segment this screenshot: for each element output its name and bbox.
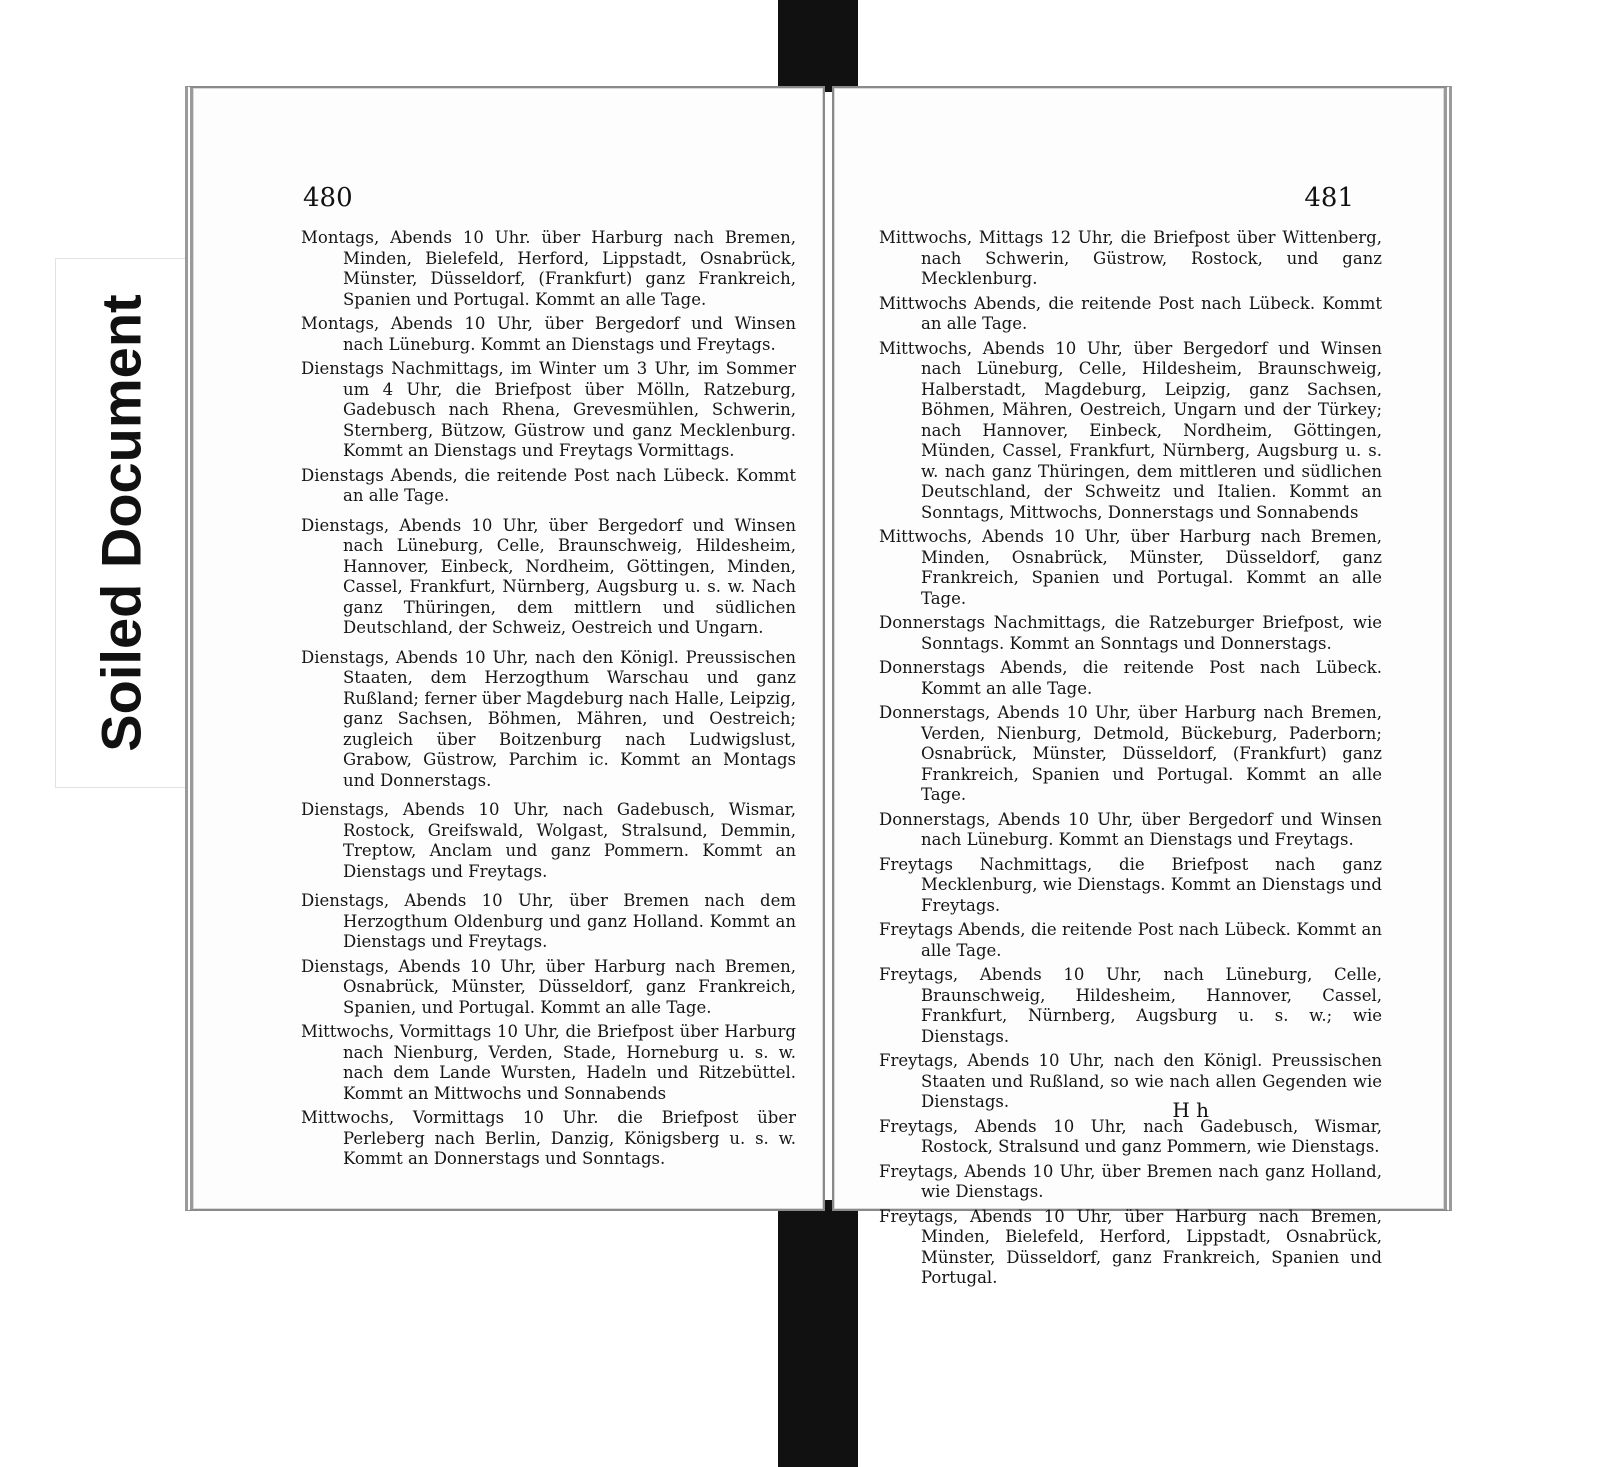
schedule-entry: Donnerstags, Abends 10 Uhr, über Bergedorf und Winsen nach Lüneburg. Kommt an Dienstags und Freytags. bbox=[879, 809, 1382, 849]
schedule-entry: Mittwochs, Mittags 12 Uhr, die Briefpost über Wittenberg, nach Schwerin, Güstrow, Rostock, und ganz Mecklenburg. bbox=[879, 228, 1382, 288]
schedule-entry: Mittwochs, Vormittags 10 Uhr, die Briefpost über Harburg nach Nienburg, Verden, Stade, Horneburg u. s. w. nach dem Lande Wursten, Hadeln und Ritzebüttel. Kommt an Mittwochs und Sonnabends bbox=[301, 1022, 796, 1103]
schedule-entry: Dienstags, Abends 10 Uhr, über Bremen nach dem Herzogthum Oldenburg und ganz Holland. Kommt an Dienstags und Freytags. bbox=[301, 891, 796, 951]
schedule-entry: Donnerstags, Abends 10 Uhr, über Harburg nach Bremen, Verden, Nienburg, Detmold, Bückeburg, Paderborn; Osnabrück, Münster, Düsseldorf, (Frankfurt) ganz Frankreich, Spanien und Portugal. Kommt an alle Tage. bbox=[879, 703, 1382, 804]
right-page-number: 481 bbox=[1304, 183, 1354, 213]
left-page-entries bbox=[301, 228, 796, 1174]
signature-mark: H h bbox=[1172, 1098, 1209, 1122]
schedule-entry: Freytags Abends, die reitende Post nach Lübeck. Kommt an alle Tage. bbox=[879, 920, 1382, 960]
soiled-document-label bbox=[55, 258, 187, 788]
schedule-entry: Freytags, Abends 10 Uhr, nach Lüneburg, Celle, Braunschweig, Hildesheim, Hannover, Cassel, Frankfurt, Nürnberg, Augsburg u. s. w.; wie Dienstags. bbox=[879, 965, 1382, 1046]
schedule-entry: Dienstags Abends, die reitende Post nach Lübeck. Kommt an alle Tage. bbox=[301, 465, 796, 505]
schedule-entry: Donnerstags Nachmittags, die Ratzeburger Briefpost, wie Sonntags. Kommt an Sonntags und Donnerstags. bbox=[879, 613, 1382, 653]
schedule-entry: Montags, Abends 10 Uhr, über Bergedorf und Winsen nach Lüneburg. Kommt an Dienstags und Freytags. bbox=[301, 314, 796, 354]
schedule-entry: Dienstags, Abends 10 Uhr, über Harburg nach Bremen, Osnabrück, Münster, Düsseldorf, ganz Frankreich, Spanien, und Portugal. Kommt an alle Tage. bbox=[301, 956, 796, 1017]
schedule-entry: Mittwochs Abends, die reitende Post nach Lübeck. Kommt an alle Tage. bbox=[879, 293, 1382, 333]
schedule-entry: Freytags Nachmittags, die Briefpost nach ganz Mecklenburg, wie Dienstags. Kommt an Dienstags und Freytags. bbox=[879, 854, 1382, 915]
schedule-entry: Freytags, Abends 10 Uhr, über Bremen nach ganz Holland, wie Dienstags. bbox=[879, 1161, 1382, 1201]
left-page bbox=[185, 86, 825, 1211]
schedule-entry: Dienstags, Abends 10 Uhr, nach Gadebusch, Wismar, Rostock, Greifswald, Wolgast, Stralsund, Demmin, Treptow, Anclam und ganz Pommern. Kommt an Dienstags und Freytags. bbox=[301, 800, 796, 881]
soiled-document-label-text: Soiled Document bbox=[89, 294, 153, 752]
schedule-entry: Dienstags Nachmittags, im Winter um 3 Uhr, im Sommer um 4 Uhr, die Briefpost über Mölln, Ratzeburg, Gadebusch nach Rhena, Grevesmühlen, Schwerin, Sternberg, Bützow, Güstrow und ganz Mecklenburg. Kommt an Dienstags und Freytags Vormittags. bbox=[301, 359, 796, 460]
left-page-number: 480 bbox=[303, 183, 353, 213]
schedule-entry: Freytags, Abends 10 Uhr, über Harburg nach Bremen, Minden, Bielefeld, Herford, Lippstadt, Osnabrück, Münster, Düsseldorf, ganz Frankreich, Spanien und Portugal. bbox=[879, 1206, 1382, 1287]
schedule-entry: Dienstags, Abends 10 Uhr, nach den Königl. Preussischen Staaten, dem Herzogthum Warschau und ganz Rußland; ferner über Magdeburg nach Halle, Leipzig, ganz Sachsen, Böhmen, Mähren, und Oestreich; zugleich über Boitzenburg nach Ludwigslust, Grabow, Güstrow, Parchim ic. Kommt an Montags und Donnerstags. bbox=[301, 647, 796, 790]
schedule-entry: Donnerstags Abends, die reitende Post nach Lübeck. Kommt an alle Tage. bbox=[879, 658, 1382, 698]
schedule-entry: Mittwochs, Abends 10 Uhr, über Harburg nach Bremen, Minden, Osnabrück, Münster, Düsseldorf, ganz Frankreich, Spanien und Portugal. Kommt an alle Tage. bbox=[879, 527, 1382, 608]
bookmark-ribbon-top bbox=[778, 0, 858, 92]
right-page-entries bbox=[879, 228, 1382, 1293]
bookmark-ribbon-bottom bbox=[778, 1200, 858, 1467]
schedule-entry: Mittwochs, Abends 10 Uhr, über Bergedorf und Winsen nach Lüneburg, Celle, Hildesheim, Braunschweig, Halberstadt, Magdeburg, Leipzig, ganz Sachsen, Böhmen, Mähren, Oestreich, Ungarn und der Türkey; nach Hannover, Einbeck, Nordheim, Göttingen, Münden, Cassel, Frankfurt, Nürnberg, Augsburg u. s. w. nach ganz Thüringen, dem mittleren und südlichen Deutschland, der Schweitz und Italien. Kommt an Sonntags, Mittwochs, Donnerstags und Sonnabends bbox=[879, 338, 1382, 522]
schedule-entry: Freytags, Abends 10 Uhr, nach den Königl. Preussischen Staaten und Rußland, so wie nach allen Gegenden wie Dienstags. bbox=[879, 1051, 1382, 1111]
schedule-entry: Montags, Abends 10 Uhr. über Harburg nach Bremen, Minden, Bielefeld, Herford, Lippstadt, Osnabrück, Münster, Düsseldorf, (Frankfurt) ganz Frankreich, Spanien und Portugal. Kommt an alle Tage. bbox=[301, 228, 796, 309]
schedule-entry: Mittwochs, Vormittags 10 Uhr. die Briefpost über Perleberg nach Berlin, Danzig, Königsberg u. s. w. Kommt an Donnerstags und Sonntags. bbox=[301, 1108, 796, 1168]
schedule-entry: Dienstags, Abends 10 Uhr, über Bergedorf und Winsen nach Lüneburg, Celle, Braunschweig, Hildesheim, Hannover, Einbeck, Nordheim, Göttingen, Minden, Cassel, Frankfurt, Nürnberg, Augsburg u. s. w. Nach ganz Thüringen, dem mittlern und südlichen Deutschland, der Schweiz, Oestreich und Ungarn. bbox=[301, 515, 796, 637]
schedule-entry: Freytags, Abends 10 Uhr, nach Gadebusch, Wismar, Rostock, Stralsund und ganz Pommern, wie Dienstags. bbox=[879, 1116, 1382, 1156]
right-page bbox=[832, 86, 1452, 1287]
